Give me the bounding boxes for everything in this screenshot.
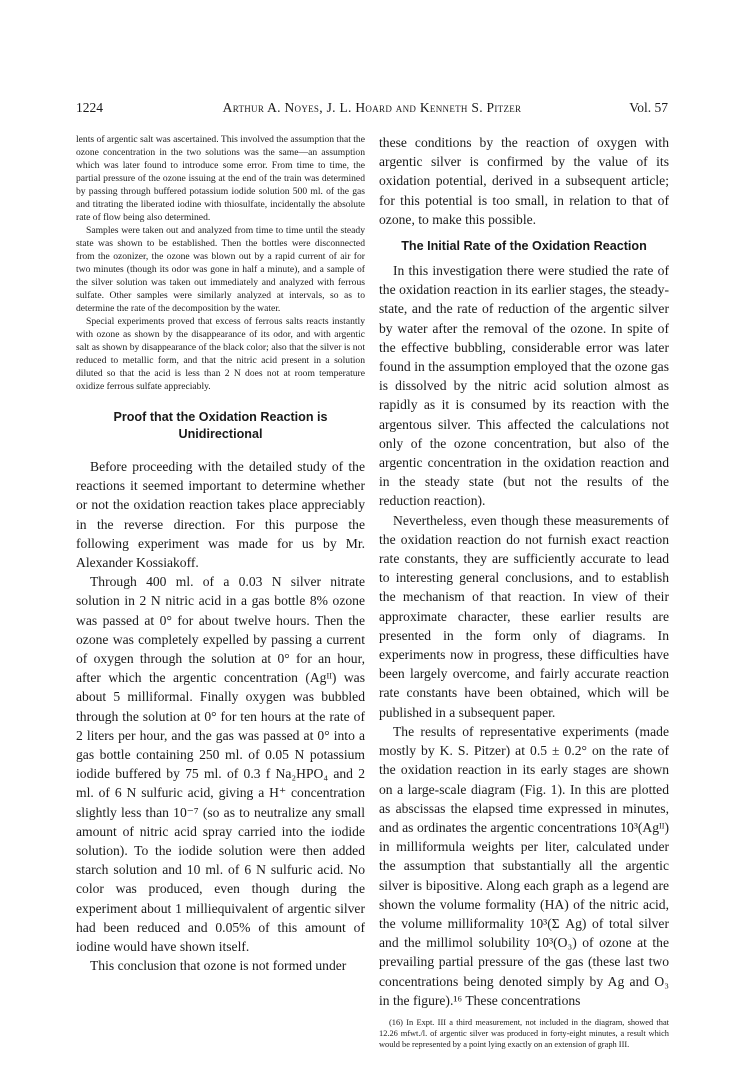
right-column [379,133,669,1050]
small-paragraph: Special experiments proved that excess of ferrous salts reacts instantly with ozone as shown by the disappearance of its odor, and with argentic salt as shown by disappearance of the black color; also that the silver is not reduced to metallic form, and that the nitric acid present in a solution diluted so that the acid is less than 2 N does not at room temperature oxidize ferrous sulfate appreciably. [76,316,365,392]
paragraph: these conditions by the reaction of oxygen with argentic silver is confirmed by the value of its oxidation potential, derived in a subsequent article; for this potential is too small, in relation to that of ozone, to make this possible. [379,135,669,227]
footnote: (16) In Expt. III a third measurement, not included in the diagram, showed that 12.26 mfwt./l. of argentic silver was produced in forty-eight minutes, a result which would be represented by a point lying exactly on an extension of graph III. [379,1017,669,1049]
paragraph: In this investigation there were studied the rate of the oxidation reaction in its earlier stages, the steady-state, and the rate of reduction of the argentic silver by water after the removal of the ozone. In spite of the effective bubbling, considerable error was later found in the assumption employed that the ozone gas is dissolved by the nitric acid solution almost as rapidly as it is consumed by its reaction with the argentous silver. This affected the calculations not only of the ozone concentration, but also of the argentic concentration in the oxidation reaction and in the steady state (but not the results of the reduction reaction). [379,263,669,509]
paragraph: Through 400 ml. of a 0.03 N silver nitrate solution in 2 N nitric acid in a gas bottle 8% ozone was passed at 0° for about twelve hours. Then the ozone was completely expelled by passing a current of oxygen through the solution at 0° for an hour, after which the argentic concentration (Agᴵᴵ) was about 5 milliformal. Finally oxygen was bubbled through the solution at 0° for ten hours at the rate of 2 liters per hour, and the gas was passed at 0° into a gas bottle containing 250 ml. of 0.05 N potassium iodide buffered by 75 ml. of 0.3 f Na₂HPO₄ and 2 ml. of 6 N sulfuric acid, giving a H⁺ concentration slightly less than 10⁻⁷ (so as to neutralize any small amount of nitric acid spray carried into the iodide solution). To the iodide solution were then added starch solution and 10 ml. of 6 N sulfuric acid. No color was produced, even though during the experiment about 1 milliequivalent of argentic silver had been reduced and 0.05% of this amount of iodine would have shown itself. [76,574,365,955]
left-column [76,133,365,975]
paragraph: This conclusion that ozone is not formed under [90,958,347,974]
section-heading: Proof that the Oxidation Reaction is Unidirectional [113,410,328,441]
volume-label: Vol. 57 [629,100,668,115]
page-number: 1224 [76,100,103,115]
paragraph: Nevertheless, even though these measurements of the oxidation reaction do not furnish exact reaction rate constants, they are sufficiently accurate to lead to interesting general conclusions, and to establish the mechanism of that reaction. In view of their approximate character, these earlier results are presented in the form only of diagrams. In experiments now in progress, these difficulties have been largely overcome, and fairly accurate reaction rate constants have been obtained, which will be published in a subsequent paper. [379,512,669,720]
small-paragraph: Samples were taken out and analyzed from time to time until the steady state was shown to be established. Then the bottles were disconnected from the ozonizer, the ozone was blown out by a rapid current of air for two minutes (though its odor was gone in half a minute), and a sample of the silver solution was taken out immediately and analyzed with ferrous sulfate. Other samples were similarly analyzed at intervals, so as to determine the rate of the decomposition by the water. [76,225,365,314]
section-heading: The Initial Rate of the Oxidation Reaction [401,239,647,254]
paragraph: Before proceeding with the detailed study of the reactions it seemed important to determine whether or not the oxidation reaction takes place appreciably in the reverse direction. For this purpose the following experiment was made for us by Mr. Alexander Kossiakoff. [76,459,365,571]
running-header [76,100,668,118]
paragraph: The results of representative experiments (made mostly by K. S. Pitzer) at 0.5 ± 0.2° on the rate of the oxidation reaction in its early stages are shown on a large-scale diagram (Fig. 1). In this are plotted as abscissas the elapsed time expressed in minutes, and as ordinates the argentic concentrations 10³(Agᴵᴵ) in milliformula weights per liter, calculated under the assumption that substantially all the argentic silver is bipositive. Along each graph as a legend are shown the volume formality (HA) of the nitric acid, the volume milliformality 10³(Σ Ag) of total silver and the millimol solubility 10³(O₃) of ozone at the prevailing partial pressure of the gas (these last two concentrations being denoted simply by Ag and O₃ in the figure).¹⁶ These concentrations [379,723,669,1008]
small-paragraph: lents of argentic salt was ascertained. This involved the assumption that the ozone concentration in the two solutions was the same—an assumption which was later found to introduce some error. From time to time, the partial pressure of the ozone issuing at the end of the train was determined by passing through buffered potassium iodide solution 500 ml. of the gas and titrating the liberated iodine with thiosulfate, incidentally the absolute rate of flow being also determined. [76,134,365,223]
running-head-authors: Arthur A. Noyes, J. L. Hoard and Kenneth S. Pitzer [222,100,522,115]
